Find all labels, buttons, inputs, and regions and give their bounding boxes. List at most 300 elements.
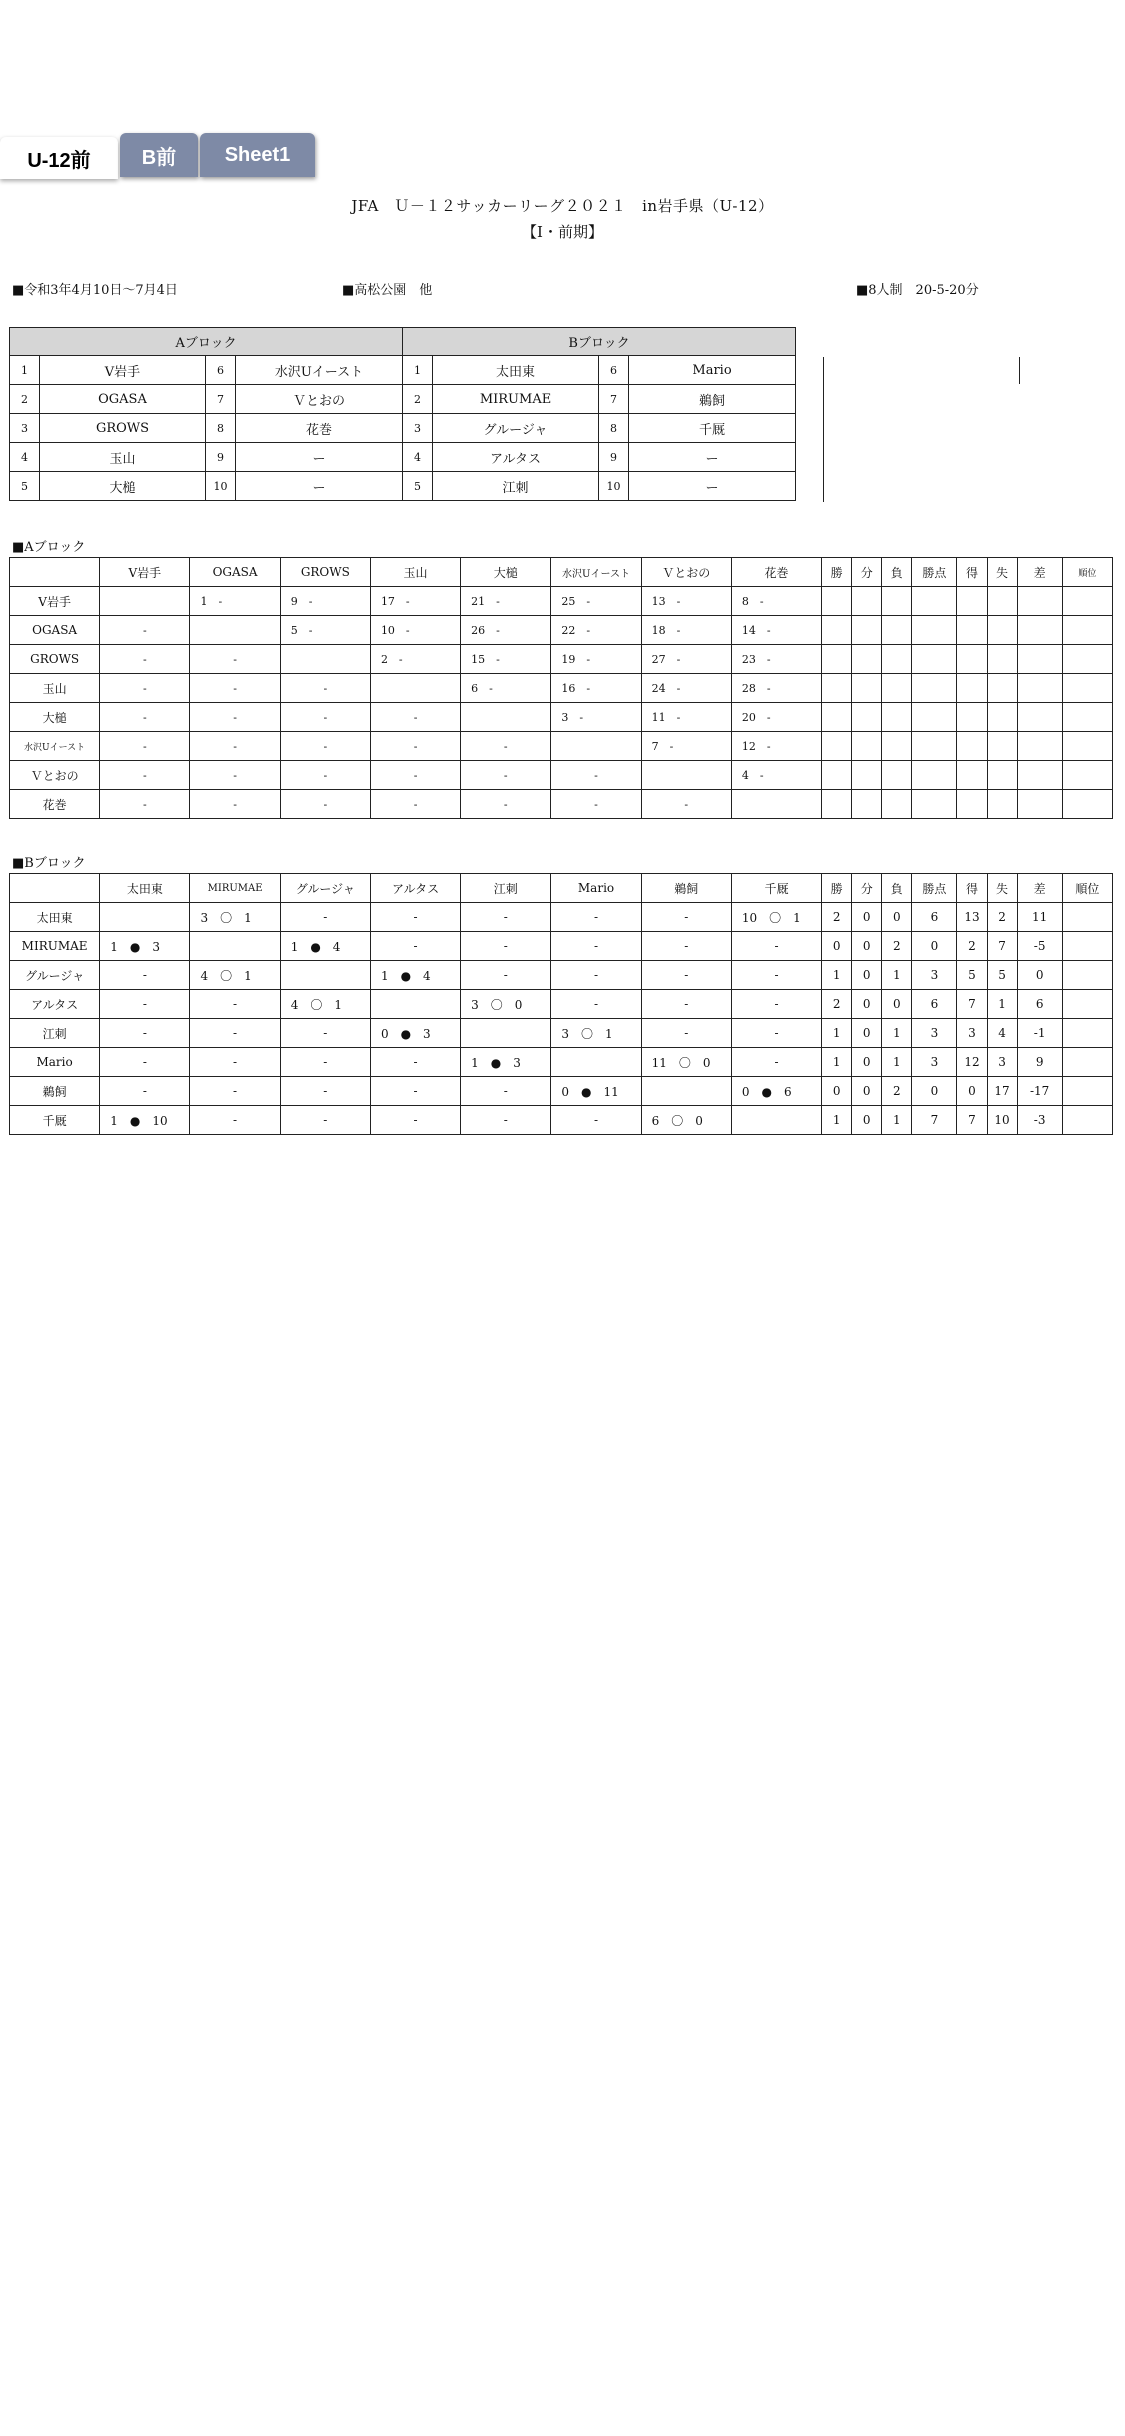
match-cell[interactable]: 28 - (731, 674, 821, 703)
match-cell[interactable]: - (731, 1019, 821, 1048)
match-cell[interactable]: - (100, 1019, 190, 1048)
stat-cell (1062, 732, 1112, 761)
roster-team: OGASA (40, 385, 206, 414)
match-cell[interactable]: 4 〇 1 (190, 961, 280, 990)
match-cell[interactable] (731, 1106, 821, 1135)
match-cell[interactable]: 12 - (731, 732, 821, 761)
stat-cell (912, 732, 957, 761)
stat-cell: 0 (852, 961, 882, 990)
roster-number: 9 (599, 443, 629, 472)
roster-number: 7 (599, 385, 629, 414)
stat-cell (987, 645, 1017, 674)
tab-b-first[interactable]: B前 (120, 133, 198, 177)
match-cell[interactable]: 19 - (551, 645, 641, 674)
stat-cell (1062, 1077, 1112, 1106)
stat-cell (912, 587, 957, 616)
roster-team: ー (236, 443, 403, 472)
match-cell[interactable]: - (190, 645, 280, 674)
stat-cell (822, 587, 852, 616)
roster-team: グルージャ (433, 414, 599, 443)
roster-team: Mario (629, 356, 796, 385)
match-cell[interactable]: - (461, 1106, 551, 1135)
match-cell[interactable]: 5 - (280, 616, 370, 645)
stat-cell: 0 (912, 932, 957, 961)
match-cell[interactable] (190, 616, 280, 645)
stat-cell (882, 616, 912, 645)
table-row (10, 616, 1113, 645)
stat-cell (822, 674, 852, 703)
stat-header: 順位 (1062, 558, 1112, 587)
stat-header: 差 (1017, 558, 1062, 587)
stat-cell: 0 (852, 1077, 882, 1106)
team-column-header: 太田東 (100, 874, 190, 903)
stat-cell: 7 (957, 1106, 987, 1135)
match-cell[interactable]: - (100, 1077, 190, 1106)
match-cell[interactable]: - (370, 761, 460, 790)
match-cell[interactable]: 6 〇 0 (641, 1106, 731, 1135)
roster-number: 2 (10, 385, 40, 414)
stat-cell (912, 761, 957, 790)
block-roster-table (9, 327, 796, 501)
table-row (10, 990, 1113, 1019)
roster-team: 千厩 (629, 414, 796, 443)
match-cell[interactable]: - (100, 1048, 190, 1077)
match-cell[interactable]: - (190, 1019, 280, 1048)
match-cell[interactable]: - (370, 1106, 460, 1135)
stat-cell: 5 (987, 961, 1017, 990)
a-block-header: Aブロック (10, 328, 403, 356)
stat-cell (987, 587, 1017, 616)
match-cell[interactable]: 14 - (731, 616, 821, 645)
stat-cell: 2 (882, 1077, 912, 1106)
match-cell[interactable]: - (370, 1077, 460, 1106)
stat-cell (1017, 790, 1062, 819)
team-row-header: GROWS (10, 645, 100, 674)
stat-cell: 0 (852, 903, 882, 932)
format-text: ■8人制 20-5-20分 (856, 283, 979, 298)
team-column-header: V岩手 (100, 558, 190, 587)
roster-team: GROWS (40, 414, 206, 443)
match-cell[interactable]: - (641, 903, 731, 932)
stat-header: 差 (1017, 874, 1062, 903)
match-cell[interactable]: - (370, 932, 460, 961)
corner-cell (10, 558, 100, 587)
match-cell[interactable]: - (100, 732, 190, 761)
match-cell[interactable]: 8 - (731, 587, 821, 616)
match-cell[interactable] (100, 587, 190, 616)
match-cell[interactable]: 13 - (641, 587, 731, 616)
stat-cell (1062, 674, 1112, 703)
match-cell[interactable] (551, 732, 641, 761)
header-row (10, 558, 1113, 587)
match-cell[interactable]: - (641, 961, 731, 990)
stat-cell (957, 616, 987, 645)
team-row-header: 太田東 (10, 903, 100, 932)
roster-team: 大槌 (40, 472, 206, 501)
match-cell[interactable]: - (370, 732, 460, 761)
team-column-header: MIRUMAE (190, 874, 280, 903)
match-cell[interactable]: - (190, 790, 280, 819)
match-cell[interactable] (100, 903, 190, 932)
match-cell[interactable]: - (461, 903, 551, 932)
roster-row (10, 385, 796, 414)
stat-cell (1062, 932, 1112, 961)
team-row-header: MIRUMAE (10, 932, 100, 961)
stat-cell: 3 (957, 1019, 987, 1048)
stat-cell (912, 674, 957, 703)
stat-cell (822, 790, 852, 819)
table-row (10, 790, 1113, 819)
match-cell[interactable]: 4 - (731, 761, 821, 790)
stat-header: 分 (852, 874, 882, 903)
match-cell[interactable]: 10 〇 1 (731, 903, 821, 932)
match-cell[interactable]: 1 - (190, 587, 280, 616)
match-cell[interactable]: - (731, 1048, 821, 1077)
stat-cell (882, 674, 912, 703)
b-results-table (9, 873, 1113, 1135)
match-cell[interactable]: - (100, 790, 190, 819)
stat-cell (882, 761, 912, 790)
stat-cell: -17 (1017, 1077, 1062, 1106)
match-cell[interactable]: - (641, 790, 731, 819)
roster-team: ー (629, 443, 796, 472)
match-cell[interactable]: - (551, 790, 641, 819)
match-cell[interactable]: 1 ● 10 (100, 1106, 190, 1135)
match-cell[interactable]: - (370, 1048, 460, 1077)
match-cell[interactable]: - (461, 761, 551, 790)
match-cell[interactable] (551, 1048, 641, 1077)
match-cell[interactable] (370, 674, 460, 703)
match-cell[interactable] (641, 761, 731, 790)
stat-header: 勝点 (912, 874, 957, 903)
team-column-header: アルタス (370, 874, 460, 903)
match-cell[interactable]: 0 ● 3 (370, 1019, 460, 1048)
match-cell[interactable]: 3 〇 0 (461, 990, 551, 1019)
match-cell[interactable]: - (641, 1019, 731, 1048)
stat-cell (822, 761, 852, 790)
match-cell[interactable]: 3 - (551, 703, 641, 732)
stat-cell (882, 587, 912, 616)
roster-number: 1 (10, 356, 40, 385)
match-cell[interactable]: 16 - (551, 674, 641, 703)
stat-cell: -1 (1017, 1019, 1062, 1048)
stat-cell (882, 645, 912, 674)
match-cell[interactable] (731, 790, 821, 819)
stat-cell (1017, 616, 1062, 645)
match-cell[interactable]: 18 - (641, 616, 731, 645)
match-cell[interactable]: - (551, 990, 641, 1019)
match-cell[interactable]: - (190, 990, 280, 1019)
table-row (10, 903, 1113, 932)
match-cell[interactable]: - (190, 1048, 280, 1077)
stat-cell: 9 (1017, 1048, 1062, 1077)
match-cell[interactable] (280, 961, 370, 990)
match-cell[interactable]: 0 ● 11 (551, 1077, 641, 1106)
match-cell[interactable]: - (100, 703, 190, 732)
stat-cell (1017, 703, 1062, 732)
match-cell[interactable]: - (641, 932, 731, 961)
match-cell[interactable] (280, 645, 370, 674)
stat-cell: 1 (822, 961, 852, 990)
match-cell[interactable]: - (370, 790, 460, 819)
team-column-header: OGASA (190, 558, 280, 587)
match-cell[interactable] (461, 703, 551, 732)
stat-cell: 2 (957, 932, 987, 961)
stat-cell: 17 (987, 1077, 1017, 1106)
team-row-header: 江刺 (10, 1019, 100, 1048)
table-row (10, 1077, 1113, 1106)
stat-cell (852, 703, 882, 732)
roster-number: 4 (403, 443, 433, 472)
match-cell[interactable]: 2 - (370, 645, 460, 674)
roster-team: 水沢Uイースト (236, 356, 403, 385)
stat-header: 負 (882, 874, 912, 903)
a-section-label: ■Aブロック (12, 540, 86, 555)
stat-cell (957, 761, 987, 790)
stat-cell: 10 (987, 1106, 1017, 1135)
stat-cell: 7 (987, 932, 1017, 961)
page-title: JFA Ｕ－１２サッカーリーグ２０２１ in岩手県（U-12） (351, 197, 774, 215)
match-cell[interactable]: 11 - (641, 703, 731, 732)
match-cell[interactable]: - (190, 761, 280, 790)
match-cell[interactable]: - (280, 674, 370, 703)
stat-cell (987, 703, 1017, 732)
b-block-header: Bブロック (403, 328, 796, 356)
match-cell[interactable]: 7 - (641, 732, 731, 761)
match-cell[interactable]: - (370, 703, 460, 732)
match-cell[interactable]: 1 ● 3 (100, 932, 190, 961)
match-cell[interactable] (641, 1077, 731, 1106)
roster-number: 8 (599, 414, 629, 443)
stat-cell: 1 (882, 1106, 912, 1135)
match-cell[interactable]: - (100, 645, 190, 674)
match-cell[interactable]: 4 〇 1 (280, 990, 370, 1019)
match-cell[interactable]: - (280, 1077, 370, 1106)
match-cell[interactable] (190, 932, 280, 961)
match-cell[interactable]: 15 - (461, 645, 551, 674)
a-results-table (9, 557, 1113, 819)
match-cell[interactable]: - (100, 990, 190, 1019)
team-column-header: GROWS (280, 558, 370, 587)
match-cell[interactable]: - (280, 1019, 370, 1048)
roster-row (10, 414, 796, 443)
match-cell[interactable]: - (190, 732, 280, 761)
stat-cell (957, 645, 987, 674)
team-row-header: Mario (10, 1048, 100, 1077)
roster-number: 10 (206, 472, 236, 501)
match-cell[interactable]: - (731, 932, 821, 961)
match-cell[interactable]: - (100, 961, 190, 990)
stat-cell (957, 674, 987, 703)
stat-cell: 1 (987, 990, 1017, 1019)
match-cell[interactable]: - (731, 990, 821, 1019)
team-row-header: 水沢Uイースト (10, 732, 100, 761)
stat-cell (852, 616, 882, 645)
table-row (10, 1106, 1113, 1135)
stat-cell: 11 (1017, 903, 1062, 932)
roster-number: 4 (10, 443, 40, 472)
stat-cell (987, 674, 1017, 703)
match-cell[interactable]: - (641, 990, 731, 1019)
match-cell[interactable]: - (370, 903, 460, 932)
stat-cell (957, 587, 987, 616)
stat-cell (1017, 645, 1062, 674)
match-cell[interactable] (370, 990, 460, 1019)
stat-cell: 1 (882, 961, 912, 990)
match-cell[interactable]: 27 - (641, 645, 731, 674)
match-cell[interactable]: 20 - (731, 703, 821, 732)
match-cell[interactable]: - (280, 703, 370, 732)
team-row-header: 千厩 (10, 1106, 100, 1135)
table-row (10, 645, 1113, 674)
match-cell[interactable]: 3 〇 1 (190, 903, 280, 932)
stat-cell: 6 (912, 903, 957, 932)
stat-header: 得 (957, 558, 987, 587)
roster-team: アルタス (433, 443, 599, 472)
match-cell[interactable]: - (100, 674, 190, 703)
stat-cell: 6 (912, 990, 957, 1019)
corner-cell (10, 874, 100, 903)
tab-sheet1[interactable]: Sheet1 (200, 133, 315, 177)
stat-cell: 1 (822, 1106, 852, 1135)
roster-team: ー (629, 472, 796, 501)
match-cell[interactable]: 23 - (731, 645, 821, 674)
match-cell[interactable]: - (190, 674, 280, 703)
team-column-header: グルージャ (280, 874, 370, 903)
stat-cell: 0 (852, 1106, 882, 1135)
stat-cell: 2 (987, 903, 1017, 932)
table-row (10, 703, 1113, 732)
stat-cell (1017, 587, 1062, 616)
team-column-header: 花巻 (731, 558, 821, 587)
roster-number: 9 (206, 443, 236, 472)
stat-cell: 12 (957, 1048, 987, 1077)
stat-cell: 0 (882, 990, 912, 1019)
match-cell[interactable]: 6 - (461, 674, 551, 703)
roster-team: 太田東 (433, 356, 599, 385)
stat-cell: 6 (1017, 990, 1062, 1019)
stat-cell: 1 (882, 1048, 912, 1077)
match-cell[interactable]: - (100, 616, 190, 645)
table-row (10, 1019, 1113, 1048)
stat-cell (1017, 732, 1062, 761)
stat-cell (822, 703, 852, 732)
match-cell[interactable] (461, 1019, 551, 1048)
table-row (10, 932, 1113, 961)
table-row (10, 674, 1113, 703)
match-cell[interactable]: 0 ● 6 (731, 1077, 821, 1106)
roster-team: 江刺 (433, 472, 599, 501)
match-cell[interactable]: - (551, 903, 641, 932)
roster-row (10, 356, 796, 385)
match-cell[interactable]: 26 - (461, 616, 551, 645)
match-cell[interactable]: 9 - (280, 587, 370, 616)
match-cell[interactable]: 3 〇 1 (551, 1019, 641, 1048)
stat-cell: 0 (852, 1048, 882, 1077)
roster-number: 3 (403, 414, 433, 443)
match-cell[interactable]: - (551, 961, 641, 990)
team-column-header: 玉山 (370, 558, 460, 587)
match-cell[interactable]: - (190, 703, 280, 732)
match-cell[interactable]: 22 - (551, 616, 641, 645)
match-cell[interactable]: - (100, 761, 190, 790)
stat-cell (957, 703, 987, 732)
team-row-header: V岩手 (10, 587, 100, 616)
stat-cell: 2 (822, 903, 852, 932)
match-cell[interactable]: - (280, 732, 370, 761)
stat-cell (852, 790, 882, 819)
stat-cell: 13 (957, 903, 987, 932)
match-cell[interactable]: - (551, 932, 641, 961)
stat-cell (912, 616, 957, 645)
match-cell[interactable]: - (461, 790, 551, 819)
match-cell[interactable]: 11 〇 0 (641, 1048, 731, 1077)
match-cell[interactable]: - (280, 790, 370, 819)
match-cell[interactable]: - (461, 1077, 551, 1106)
match-cell[interactable]: 1 ● 4 (280, 932, 370, 961)
match-cell[interactable]: - (551, 1106, 641, 1135)
stat-cell (912, 790, 957, 819)
stat-cell (882, 790, 912, 819)
match-cell[interactable]: - (461, 732, 551, 761)
match-cell[interactable]: - (190, 1106, 280, 1135)
match-cell[interactable]: - (280, 1048, 370, 1077)
match-cell[interactable]: - (551, 761, 641, 790)
stat-cell (1017, 761, 1062, 790)
match-cell[interactable]: - (280, 761, 370, 790)
match-cell[interactable]: - (280, 1106, 370, 1135)
roster-row (10, 443, 796, 472)
stat-cell: 0 (852, 1019, 882, 1048)
stat-cell (912, 703, 957, 732)
match-cell[interactable]: - (280, 903, 370, 932)
tab-u12-first[interactable]: U-12前 (0, 137, 118, 179)
roster-team: ー (236, 472, 403, 501)
match-cell[interactable]: 25 - (551, 587, 641, 616)
stat-cell: 1 (822, 1019, 852, 1048)
match-cell[interactable]: 24 - (641, 674, 731, 703)
roster-team: 花巻 (236, 414, 403, 443)
stat-cell: -5 (1017, 932, 1062, 961)
stat-cell: 3 (912, 1048, 957, 1077)
match-cell[interactable]: 1 ● 3 (461, 1048, 551, 1077)
stat-cell (1062, 587, 1112, 616)
match-cell[interactable]: - (190, 1077, 280, 1106)
stat-cell (852, 761, 882, 790)
roster-number: 2 (403, 385, 433, 414)
team-row-header: OGASA (10, 616, 100, 645)
stat-cell (822, 732, 852, 761)
match-cell[interactable]: - (731, 961, 821, 990)
page-subtitle: 【Ⅰ・前期】 (522, 223, 603, 241)
match-cell[interactable]: 21 - (461, 587, 551, 616)
header-row (10, 874, 1113, 903)
stat-header: 負 (882, 558, 912, 587)
table-row (10, 961, 1113, 990)
stat-cell (1062, 1019, 1112, 1048)
stat-cell: 0 (822, 932, 852, 961)
stat-header: 得 (957, 874, 987, 903)
match-cell[interactable]: 1 ● 4 (370, 961, 460, 990)
roster-number: 5 (403, 472, 433, 501)
stat-cell (852, 674, 882, 703)
match-cell[interactable]: - (461, 932, 551, 961)
match-cell[interactable]: 17 - (370, 587, 460, 616)
match-cell[interactable]: 10 - (370, 616, 460, 645)
team-row-header: 花巻 (10, 790, 100, 819)
match-cell[interactable]: - (461, 961, 551, 990)
stat-cell (1062, 903, 1112, 932)
